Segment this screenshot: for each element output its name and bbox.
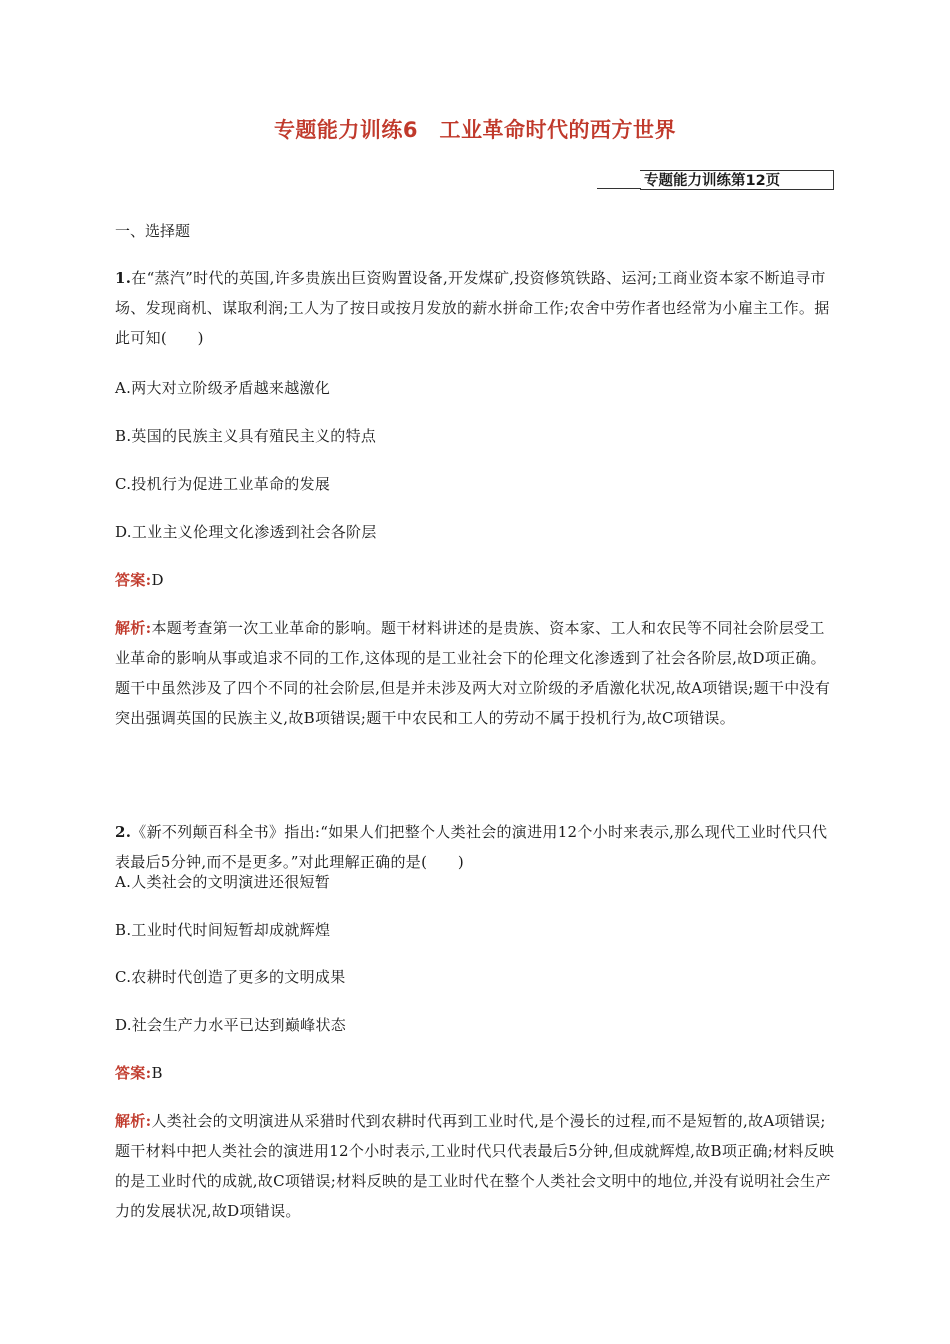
question-2-option-b: B.工业时代时间短暂却成就辉煌	[115, 921, 331, 939]
answer-label: 答案:	[115, 1064, 152, 1082]
answer-value: D	[151, 571, 164, 589]
question-2-analysis	[115, 1106, 835, 1226]
page-title: 专题能力训练6 工业革命时代的西方世界	[273, 118, 677, 142]
question-text: 在“蒸汽”时代的英国,许多贵族出巨资购置设备,开发煤矿,投资修筑铁路、运河;工商业资本家不断追寻市场、发现商机、谋取利润;工人为了按日或按月发放的薪水拼命工作;农舍中劳作者也经常为小雇主工作。据此可知( )	[115, 269, 830, 347]
analysis-text: 人类社会的文明演进从采猎时代到农耕时代再到工业时代,是个漫长的过程,而不是短暂的,故A项错误;题干材料中把人类社会的演进用12个小时表示,工业时代只代表最后5分钟,但成就辉煌,故B项正确;材料反映的是工业时代的成就,故C项错误;材料反映的是工业时代在整个人类社会文明中的地位,并没有说明社会生产力的发展状况,故D项错误。	[115, 1112, 835, 1220]
question-1-option-a: A.两大对立阶级矛盾越来越激化	[115, 379, 331, 397]
analysis-label: 解析:	[115, 1112, 152, 1130]
answer-value: B	[151, 1064, 163, 1082]
question-1-option-d: D.工业主义伦理文化渗透到社会各阶层	[115, 523, 377, 541]
question-1-option-c: C.投机行为促进工业革命的发展	[115, 475, 331, 493]
question-1-option-b: B.英国的民族主义具有殖民主义的特点	[115, 427, 377, 445]
analysis-text: 本题考查第一次工业革命的影响。题干材料讲述的是贵族、资本家、工人和农民等不同社会阶层受工业革命的影响从事或追求不同的工作,这体现的是工业社会下的伦理文化渗透到了社会各阶层,故D项正确。题干中虽然涉及了四个不同的社会阶层,但是并未涉及两大对立阶级的矛盾激化状况,故A项错误;题干中没有突出强调英国的民族主义,故B项错误;题干中农民和工人的劳动不属于投机行为,故C项错误。	[115, 619, 831, 727]
analysis-label: 解析:	[115, 619, 152, 637]
question-2-option-a: A.人类社会的文明演进还很短暂	[115, 873, 331, 891]
question-text: 《新不列颠百科全书》指出:“如果人们把整个人类社会的演进用12个小时来表示,那么现代工业时代只代表最后5分钟,而不是更多。”对此理解正确的是( )	[115, 823, 828, 871]
answer-label: 答案:	[115, 571, 152, 589]
question-number: 1.	[115, 269, 132, 287]
question-1-answer	[115, 565, 835, 595]
question-2-option-d: D.社会生产力水平已达到巅峰状态	[115, 1016, 347, 1034]
page-reference-rule	[597, 188, 641, 189]
page-reference: 专题能力训练第12页	[640, 170, 834, 190]
section-heading: 一、选择题	[115, 222, 191, 240]
question-number: 2.	[115, 823, 132, 841]
question-2-answer	[115, 1058, 835, 1088]
question-1-analysis	[115, 613, 835, 733]
question-1-stem	[115, 263, 835, 353]
question-2-option-c: C.农耕时代创造了更多的文明成果	[115, 968, 346, 986]
